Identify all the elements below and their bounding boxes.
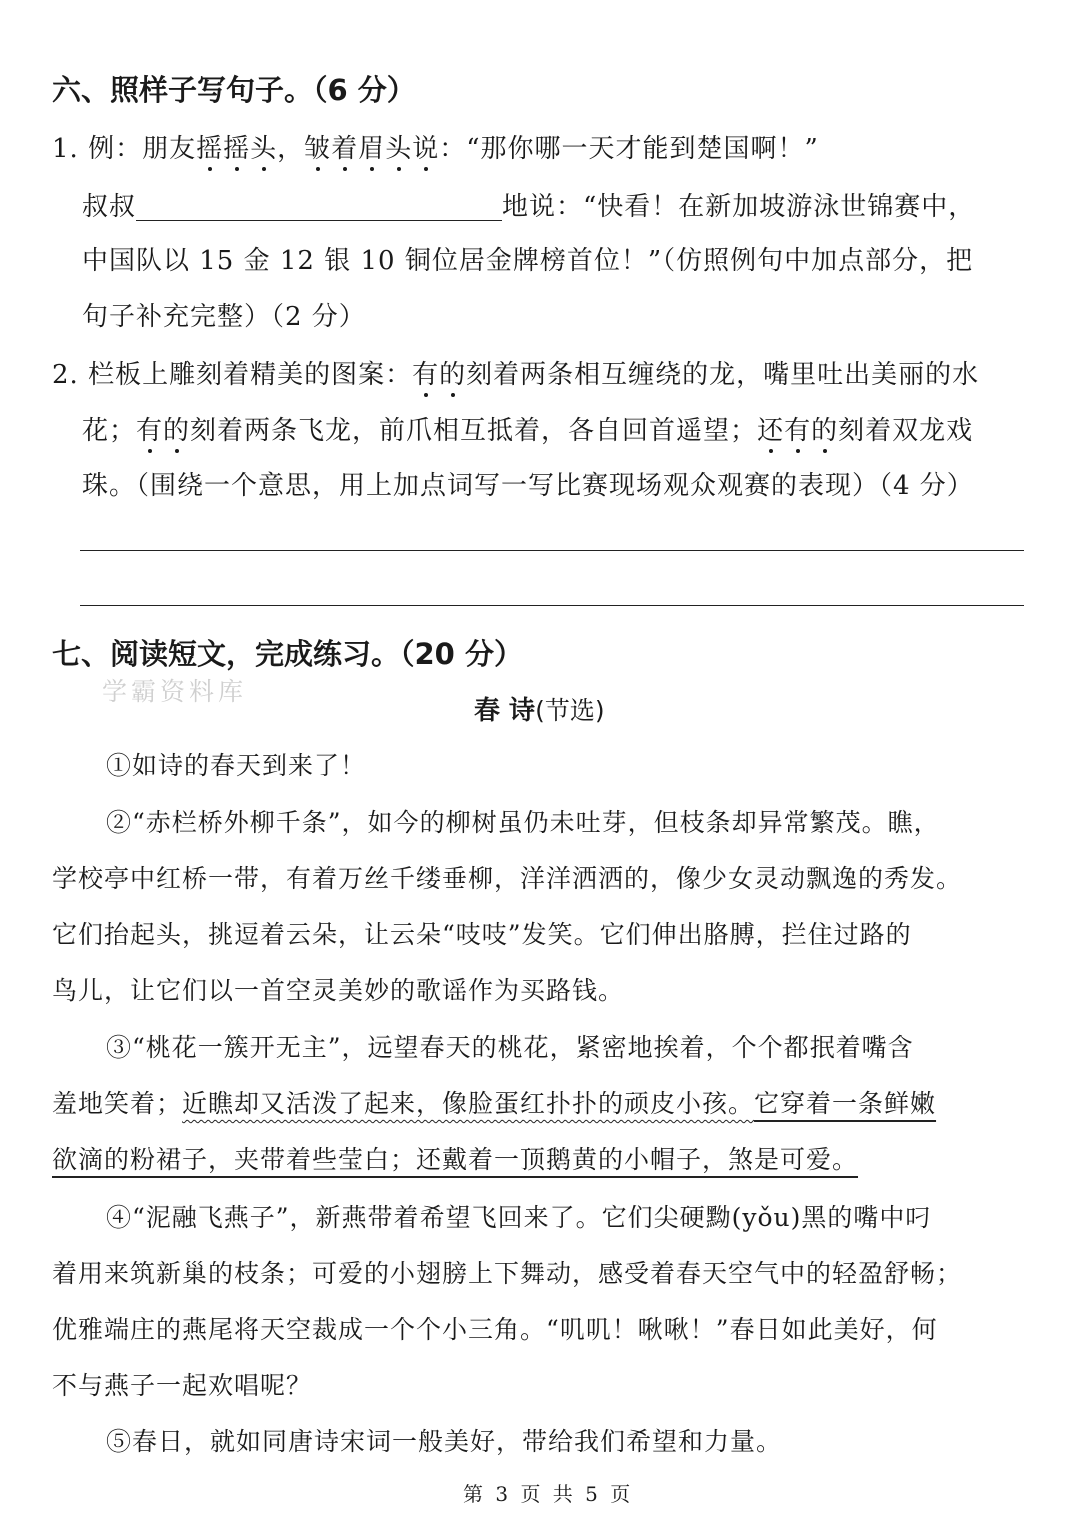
q1-example-dotted: 摇摇头，皱着眉头说: [196, 134, 439, 164]
q1-line1-start: 叔叔: [82, 192, 137, 222]
page-footer: 第 3 页 共 5 页: [463, 1482, 634, 1506]
para-3-underlined-start: 它穿着一条鲜嫩: [754, 1089, 937, 1118]
para-3-line-3: [52, 1140, 858, 1176]
para-4-line-3: 优雅端庄的燕尾将天空裁成一个个小三角。“叽叽！啾啾！”春日如此美好，何: [52, 1315, 938, 1344]
poem-title-note: (节选): [535, 696, 605, 725]
q2-line1-a: 栏板上雕刻着精美的图案：: [88, 360, 413, 390]
answer-line-1[interactable]: [80, 550, 1024, 551]
q1-answer-blank[interactable]: [136, 192, 502, 221]
q2-line2-b: 刻着两条飞龙，前爪相互抵着，各自回首遥望；: [190, 416, 758, 446]
q2-line3: 珠。（围绕一个意思，用上加点词写一写比赛现场观众观赛的表现）（4 分）: [82, 471, 974, 501]
watermark: 学霸资料库: [102, 677, 248, 706]
q2-number: 2.: [52, 360, 79, 390]
q2-line2: [82, 410, 973, 447]
q2-line2-c: 刻着双龙戏: [838, 416, 974, 446]
q1-example-label: 例：: [88, 134, 143, 164]
section6-heading: 六、照样子写句子。（6 分）: [52, 73, 416, 107]
q1-example: [52, 128, 819, 165]
para-2-line-4: 鸟儿，让它们以一首空灵美妙的歌谣作为买路钱。: [52, 976, 625, 1005]
para-4-line-1: ④“泥融飞燕子”，新燕带着希望飞回来了。它们尖硬黝(yǒu)黑的嘴中叼: [106, 1203, 932, 1232]
para-2-line-3: 它们抬起头，挑逗着云朵，让云朵“吱吱”发笑。它们伸出胳膊，拦住过路的: [52, 920, 912, 949]
q2-dotted-haiyoude: 还有的: [757, 416, 838, 446]
q1-line1-end: 地说：“快看！在新加坡游泳世锦赛中，: [502, 192, 976, 222]
para-3-line-2: [52, 1084, 936, 1120]
answer-line-2[interactable]: [80, 605, 1024, 606]
q2-line2-a: 花；: [82, 416, 137, 446]
para-2-line-2: 学校亭中红桥一带，有着万丝千缕垂柳，洋洋洒洒的，像少女灵动飘逸的秀发。: [52, 864, 963, 893]
para-3-underlined-end: 欲滴的粉裙子，夹带着些莹白；还戴着一顶鹅黄的小帽子，煞是可爱。: [52, 1145, 859, 1174]
q2-line1-b: 刻着两条相互缠绕的龙，嘴里吐出美丽的水: [466, 360, 980, 390]
para-3-line-1: ③“桃花一簇开无主”，远望春天的桃花，紧密地挨着，个个都抿着嘴含: [106, 1033, 914, 1062]
poem-title-text: 春 诗: [474, 696, 536, 726]
para-3-wavy-sentence: 近瞧却又活泼了起来，像脸蛋红扑扑的顽皮小孩。: [182, 1089, 755, 1118]
section7-heading: 七、阅读短文，完成练习。（20 分）: [52, 637, 523, 671]
q1-line3: 句子补充完整）（2 分）: [82, 302, 366, 332]
q2-dotted-youde-2: 有的: [136, 416, 190, 446]
q1-line2: 中国队以 15 金 12 银 10 铜位居金牌榜首位！”（仿照例句中加点部分，把: [82, 246, 974, 276]
q1-example-post: ：“那你哪一天才能到楚国啊！”: [439, 134, 819, 164]
para-2-line-1: ②“赤栏桥外柳千条”，如今的柳树虽仍未吐芽，但枝条却异常繁茂。瞧，: [106, 808, 940, 837]
q1-example-pre: 朋友: [142, 134, 197, 164]
para-4-line-2: 着用来筑新巢的枝条；可爱的小翅膀上下舞动，感受着春天空气中的轻盈舒畅；: [52, 1259, 963, 1288]
q2-dotted-youde-1: 有的: [412, 360, 466, 390]
para-5: ⑤春日，就如同唐诗宋词一般美好，带给我们希望和力量。: [106, 1427, 783, 1456]
poem-title: [474, 690, 605, 727]
para-4-line-4: 不与燕子一起欢唱呢？: [52, 1371, 313, 1400]
q2-line1: [52, 354, 979, 391]
para-1: ①如诗的春天到来了！: [106, 751, 367, 780]
q1-number: 1.: [52, 134, 79, 164]
para-3-line-2-a: 羞地笑着；: [52, 1089, 183, 1118]
q1-line1: [82, 186, 975, 223]
